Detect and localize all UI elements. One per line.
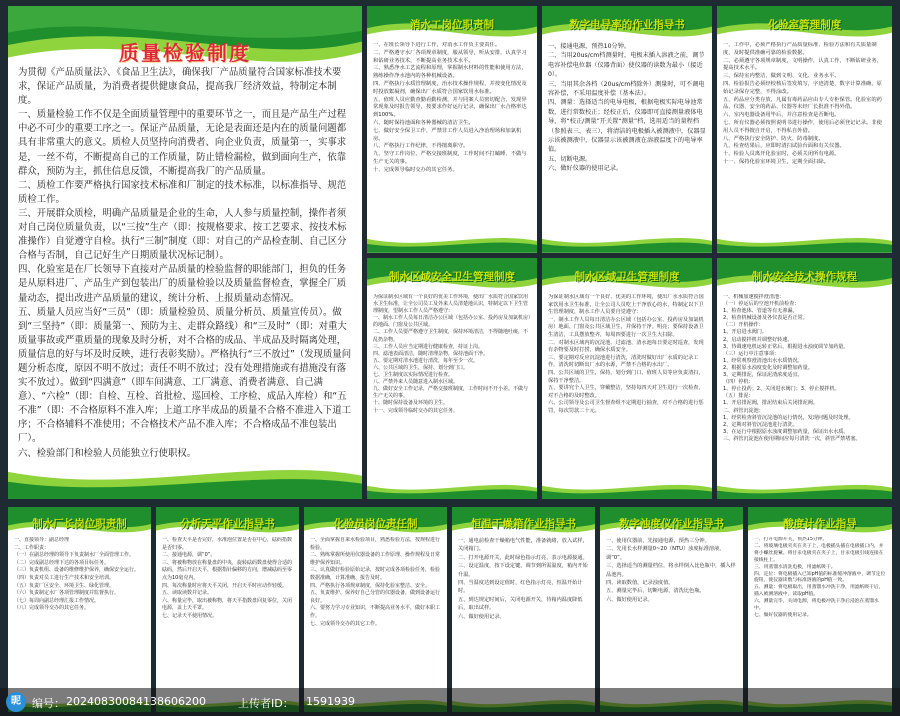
board-title: 消水工岗位职责制	[410, 19, 494, 32]
board-lab-management	[717, 6, 892, 253]
board-conductivity-guide	[542, 6, 712, 253]
board-body: 为保证制水区域有一个良好的优美工作环境，使出厂水质符合国家饮用水卫生标准，让全公司员工及外来人员清楚地认识，特制定以下卫生管理制度，望制水工作人员严格遵守： 一、制水工作人员每日清洁办公区域（包括办公室、投药房及加氯机房）的地面、门窗及公共区域。 二、工作人员要严格遵守卫生制度，保持环境清洁，不得随地吐痰，不乱扔杂物。 三、工作人员应当定期进行健康检查，持证上岗。 四、滤池表面清洁，随时清理杂物，保持池面干净。 五、要定期对清水池进行清洗，每年至少一次。 六、公共区域的卫生，保持、划分到门口。 七、卫生制度以实际情况进行检查。 八、严禁外来人员随意进入制水区域。 九、做好安全工作记录，严格交接班制度，工作时间不开小差。不做与生产无关的事。 十、随时保持设备及环境的卫生。 十一、完成领导临时交办的其它任务。	[373, 294, 531, 414]
board-body: 为贯彻《产品质量法》、《食品卫生法》，确保我厂产品质量符合国家标准技术要求，保证产品质量，为消费者提供健康食品，提高我厂经济效益，特制定本制度。 一、质量检验工作不仅是全面质量管理中的重要环节之一，而且是产品生产过程中必不可少的重要工序之一。保证产品质量，无论是表面还是内在的质量问题都具有非常重大的意义。质检人员坚持向消费者、向企业负责，质量第一，实事求是，一丝不苟，不断提高自己的工作质量，防止错检漏检，做到面向生产，依靠群众，预防为主，抓住信息反馈，不断提高我厂的产品质量。 二、质检工作要严格执行国家技术标准和厂制定的技术标准，以标准指导、规范质检工作。 三、开展群众质检，明确产品质量是企业的生命，人人参与质量控制，操作者须对自己岗位质量负责，以“三按”生产（即：按规格要求、按工艺要求、按技术标准操作）自觉遵守自检。执行“三制”制度（即：对自己的产品检查制、自己区分合格与否制，自己记好生产日期质量状况标记制）。 四、化验室是在厂长领导下直接对产品质量的检验监督的职能部门，担负的任务是从原料进厂、产品生产到包装出厂的质量检验以及质量监督检查，掌握全厂质量动态，提出改进产品质量的建议，统计分析、上报质量动态情况。 五、质量人员应当好“三员”（即：质量检验员、质量分析员、质量宣传员）。做到“三坚持”（即：质量第一、预防为主、走群众路线）和“三及时”（即：对重大质量事故或严重质量的现象及时分析，对不合格的成品、半成品及时隔离处理，质量信息的好与坏及时反映，进行表彰奖励）。严格执行“三不放过”（发现质量问题分析态度，原因不明不放过；责任不明不放过；没有处理措施或有措施没有落实不放过）。做到“四满意”（即车间满意、工厂满意、消费者满意、自己满意）、“六检”（即：自检、互检、首批检、巡回检、工序检、成品入库检）和“五不准”（即：不合格原料不准入库；上道工序半成品的质量不合格不准进入下道工序；不合格辅料不准使用；不合格技术产品不准入库；不合格成品不准包装出厂）。 六、检验部门和检验人员能独立行使职权。	[18, 67, 352, 459]
footer-wave	[717, 480, 892, 499]
board-title: 化验室管理制度	[767, 19, 842, 32]
board-title: 化验员岗位责任制	[333, 518, 418, 531]
footer-wave	[367, 233, 537, 253]
board-title: 制水区域安全卫生管理制度	[389, 270, 515, 283]
watermark-uploader-value: 1591939	[306, 695, 355, 708]
board-title: 制水厂长岗位职责制	[32, 518, 127, 531]
board-title: 数字浊度仪作业指导书	[619, 518, 724, 531]
board-body: 一、检查天平是否完好，水准泡位置是否在中心，砝码指数是否归零。 二、接通电源，调“0”。 三、将被称物放在称量盘的中央，旋转砝码数盘使得合适的砝码，然后开启天平，根据指针偏移的方向，增减砝码至零点为10毫克内。 四、每次称量时应将天平关闭，开启天平时应动作轻缓。 五、读取读数并记录。 六、称量完毕，取出被称物，将天平指数盘回复零位，关闭电源，盖上天平罩。 七、记录天平使用情况。	[162, 537, 293, 619]
board-drying-oven-guide	[452, 507, 595, 712]
board-water-area-hygiene	[542, 258, 712, 499]
board-plant-manager-duties	[8, 507, 151, 712]
footer-wave	[367, 480, 537, 499]
board-lab-technician-duties	[304, 507, 447, 712]
footer-wave	[542, 233, 712, 253]
footer-wave	[717, 233, 892, 253]
board-turbidimeter-guide	[600, 507, 743, 712]
board-title: 恒温干燥箱作业指导书	[471, 518, 576, 531]
board-title: 制水安全技术操作规程	[752, 270, 857, 283]
board-title: 制水区域卫生管理制度	[574, 270, 680, 283]
watermark-bar	[0, 688, 900, 716]
board-body: 一、接通电源，预热10分钟。 二、当用20us/cm档测量时，电极末插入溶液之前，调节电容补偿电位器（仪器背面）使仪器的读数为最小（接近0）。 三、当用其余各档（20us/cm档除外）测量时，可不调电容补偿，不采用温度补偿（基本法）。 四、测量：选择适当的电导电极，根据电极实际电导池常数，进行常数校正；经校正后，仪器即可直接测量液体电导，将“校正/测量”开关置“测量”档，选用适当的量程档（参照表三、表三），将清洁的电极插入被测液中，仪器显示该被测液中，仪器显示该被测液在溶液温度下的电导率值。 五、切断电源。 六、做好仪器的使用记录。	[548, 43, 706, 173]
watermark-id-label: 编号：	[32, 697, 65, 710]
board-water-clarifier-duties	[367, 6, 537, 253]
board-analytical-balance-guide	[156, 507, 299, 712]
board-body: 一、通电前检查干燥箱电气性能，准备就绪，放入试样，关闭箱门。 二、打开电源开关，此时绿色指示灯亮，表示电源接通。 三、设定温度，按下设定键，调节到所需温度，箱内开始升温。 四、当温度达到设定值时，红色指示灯亮，恒温开始计时。 五、到达规定时间后，关闭电源开关，待箱内温度降低后，取出试样。 六、做好使用记录。	[458, 538, 588, 620]
board-body: 一、在班长领导下进行工作，对消水工作负主要责任。 二、严格遵守水厂各项规章制度，服从领导，听从安排，认真学习和钻研业务技术，不断提高业务技术水平。 三、熟悉净水工艺流程和原理，掌握制水材料的性能和使用方法，熟练操作净水池内的各种机械设备。 四、严格执行水质管理制度，治水技术操作规程，并按变化情况及时投放絮凝剂，确保出厂水质符合国家饮用水标准。 五、值班人员应勤查勤看勤检测，并与同案人员密切配合，发现异常现象及时报告领导，按要求作好运行记录，确保出厂水合格率达到100%。 六、随时保持池面和各种器械的清洁卫生。 七、做好安全保卫工作，严禁非工作人员进入净治理场和加氯机房。 八、严格执行工作纪律，不得擅离职守。 九、坚守工作岗位，严格交接班制度，工作时间不打瞌睡、不做与生产无关的事。 十、完成领导临时交办的其它任务。	[373, 42, 527, 173]
board-quality-inspection	[8, 6, 362, 499]
board-body: 一、使用仪器前，先接通电源，预热三分钟。 二、先用长水样测量0~20（NTU）浊度标准溶液，调“0”。 三、选择适当的测量档位，将水样倒入比色瓶中，插入样品池内。 四、读取数值，记录浊度值。 五、测量完毕后，切断电源，清洗比色瓶。 六、做好使用记录。	[606, 538, 736, 603]
board-body: 为保证制水区域有一个良好、优美的工作环境，使出厂水水质符合国家饮用水卫生标准，让全公司人员吃上干净放心的水，特制定以下卫生管理制度，制水工作人员要自觉遵守： 一、制水工作人员每日清洁办公区域（包括办公室、投药房及加氯机房）地面、门窗及公共区域卫生，并保持干净。明亮；要保持设备卫生清洁，工具摆放整齐，每周四要进行一次卫生大扫除。 二、对制水区域内的沉淀池、过滤池、清水池每日要定时巡查，发现有杂物要及时打捞，确保水质安全。 三、要定期对反应沉淀池进行清洗，清洗时做好出厂水质的记录工作，清洗时切断出厂水的水源，严禁不合格的水出厂。 四、公共区域的卫生，保持、划分到门口、值班人员等应负责清扫，保持干净整洁。 五、要讲究个人卫生，穿戴整洁，坚持每四天对卫生进行一次检查，对不合格的及时整改。 六、公司领导及公司卫生督查组不定期进行抽查，对不合格的进行惩罚，每次罚款二十元。	[548, 294, 704, 414]
board-body: 一、机械加速搅拌澄清池： （一）停运后的空池开机前检查： 1、检查池体、管道等有无渗漏。 2、检查机械设备及各仪表是否正常。 （二）开机操作： 1、开启进水阀门。 2、启动搅拌机并调整好转速。 3、待调速电机运转正常后，根据进水浊度调节加药量。 （三）运行中注意事项： 1、经常观察澄清池出水水质情况。 2、根据原水浊度变化及时调整加药量。 3、定期排泥，保证泥渣浓度适宜。 （四）停机： 1、停止投药；2、关闭进水阀门；3、停止搅拌机。 （五）排泥： 1、开启排泥阀，排泥结束后关闭排泥阀。 二、斜管沉淀池： 1、经常检查斜管沉淀池的运行情况，发现问题及时处理。 2、定期对斜管沉淀池进行清洗。 3、在运行中根据原水浊度调整加药量，保证出水水质。 三、斜管沉淀池在使用期间应每月清洗一次，斜管严禁堵塞。	[723, 294, 861, 442]
board-body: 一、工作中，必须严格执行产品质量标准、检验方法和有关质量制度，及时提供准确可靠的检验数据。 二、必须遵守各项规章制度，文明操作，认真工作，不断钻研业务，提高技术水平。 三、保持室内整洁，做到文明、文化、业务水平。 四、检验报告必须经校核后签发填写，字迹清楚，数字计算准确，原始记录保存完整，不得涂改。 五、药品应分类存放，凡属有毒药品应由专人专柜保管。化验室的药品、仪器、安全的药品、仪器等未经厂长批准不得外借。 六、室内电器设备用毕后，并注意检查是否断电。 七、所有仪器必须按照说明书进行操作，使用后必须登记记录。非使用人员不得擅自开启，不得私自外借。 八、严格执行安全防护、防火、防毒制度。 九、检查结果后，应即时清扫试验台面和有关仪器。 十、检验人员离开化验室时，必须关闭所有电源。 十一、保持化验室环境卫生，定期全面扫除。	[723, 42, 882, 165]
footer-wave	[8, 460, 362, 499]
board-title: 质量检验制度	[119, 40, 251, 65]
watermark-id-value: 20240830084138606200	[66, 695, 206, 708]
board-body: 一、打开电源开关，预热15分钟。 二、将玻璃电极夹夹在夹子上，电极插头插在电极插口内，并将小螺丝旋紧。将甘汞电极夹在夹子上，甘汞电极引线连接在接线柱上。 三、用蒸馏水清洗电极，用滤纸吸干。 四、定位：将电极插入已知pH值的标准缓冲溶液中，调节定位旋钮，使仪器读数与标准溶液的pH值一致。 五、测量：将电极取出，用蒸馏水冲洗干净，用滤纸吸干后，插入被测溶液中，读取pH值。 六、测量完毕，关闭电源，将电极冲洗干净后浸泡在蒸馏水中。 七、做好仪器的使用记录。	[754, 537, 886, 618]
board-water-area-safety	[367, 258, 537, 499]
board-body: 一、全面掌握自来水检验项目，熟悉检验方法，按规程进行检验。 二、熟练掌握所使用仪器设备的工作原理、操作规程及日常维护保养知识。 三、认真做好检验原始记录，按时完成各项检验任务，检验数据准确，计算准确、报告及时。 四、严格执行各项规章制度，保持化验室整洁、安全。 五、负责维护、保养好自己分管的仪器设备，做到设备运行良好。 六、要努力学习专业知识，不断提高业务水平，做好本职工作。 七、完成领导交办的其它工作。	[310, 537, 441, 627]
watermark-uploader-label: 上传者ID：	[238, 697, 294, 710]
board-body: 一、直接领导：副总经理 二、工作职责： （一）在副总经理的领导下负责制水厂全面管理工作。 （二）完成副总经理下达的各项目标任务。 （三）负责机组、设备的维修维护保养，确保安全运行。 （四）负责对员工进行生产技术和安全培训。 （五）负责厂区安全、环境卫生、绿化管理。 （六）负责制定水厂各项管理制度并监督执行。 （七）每周向副总经理汇报工作情况。 （八）完成领导交办的其它任务。	[14, 537, 140, 612]
footer-wave	[542, 480, 712, 499]
board-ph-meter-guide	[748, 507, 892, 712]
board-safety-operation	[717, 258, 892, 499]
board-title: 分析天平作业指导书	[180, 518, 275, 531]
board-title: 酸度计作业指导	[783, 518, 857, 531]
watermark-logo: 昵	[6, 692, 26, 712]
board-title: 数字电导率的作业指导书	[569, 19, 685, 32]
